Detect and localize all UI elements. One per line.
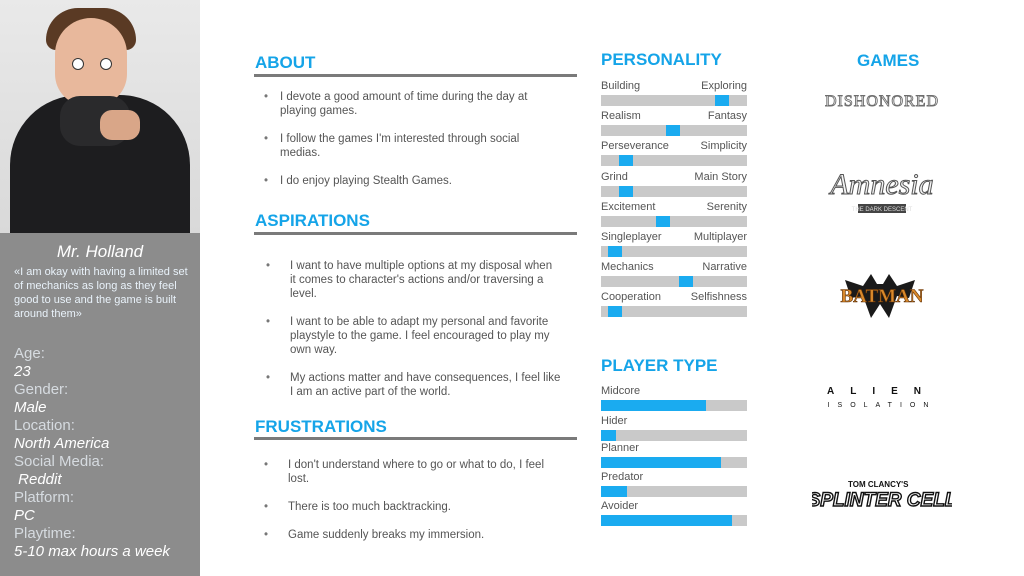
svg-text:BATMAN: BATMAN [840,286,924,307]
about-title: ABOUT [255,53,316,72]
aspirations-divider [254,232,577,235]
photo-hand [100,110,140,140]
slider-knob [715,95,729,106]
slider-track [601,125,747,136]
list-item: • Game suddenly breaks my immersion. [264,529,485,541]
list-item: • There is too much backtracking. [264,501,451,513]
slider-right-label: Main Story [694,170,747,183]
slider-track [601,155,747,166]
slider-knob [679,276,693,287]
svg-text:SPLINTER CELL: SPLINTER CELL [812,490,952,511]
slider-track [601,246,747,257]
list-item: • I do enjoy playing Stealth Games. [264,175,452,187]
player-type-label: Midcore [601,385,641,397]
info-value-location: North America [14,435,110,452]
persona-info [14,345,200,561]
slider-right-label: Narrative [702,261,747,274]
list-item: • I want to have multiple options at my disposal when it comes to character's actions and/or traversing a level. [266,260,553,300]
svg-text:THE DARK DESCENT: THE DARK DESCENT [851,207,913,213]
photo-face [55,18,127,106]
info-label-age: Age: [14,345,45,362]
slider-knob [608,246,622,257]
list-item: • I follow the games I'm interested through social medias. [264,133,520,159]
player-type-fill [601,515,732,526]
info-label-playtime: Playtime: [14,525,76,542]
slider-knob [608,306,622,317]
info-label-platform: Platform: [14,489,75,506]
player-type-label: Avoider [601,500,639,512]
slider-left-label: Perseverance [601,140,669,153]
dishonored-logo [812,88,952,119]
personality-slider [601,110,747,136]
about-list [264,90,549,202]
player-type-fill [601,400,706,411]
personality-slider [601,140,747,166]
player-type-bar [601,385,747,411]
slider-track [601,95,747,106]
player-type-track [601,400,747,411]
list-item: • I devote a good amount of time during the day at playing games. [264,91,528,117]
personality-title: PERSONALITY [601,50,722,69]
aspirations-list [266,259,561,413]
player-type-label: Planner [601,442,639,454]
player-type-label: Predator [601,471,644,483]
personality-slider [601,291,747,317]
batman-logo [812,268,952,331]
slider-knob [619,155,633,166]
player-type-title: PLAYER TYPE [601,356,718,375]
svg-text:Amnesia: Amnesia [830,168,934,201]
slider-left-label: Singleplayer [601,231,662,243]
photo-eye-left [72,58,84,70]
slider-right-label: Multiplayer [693,231,747,243]
slider-right-label: Fantasy [707,110,747,123]
player-type-track [601,486,747,497]
info-label-gender: Gender: [14,381,69,398]
slider-left-label: Excitement [601,200,656,213]
slider-track [601,306,747,317]
svg-text:DISHONORED: DISHONORED [825,93,939,110]
svg-text:ISOLATION: ISOLATION [827,402,937,409]
personality-slider [601,80,747,106]
player-type-bar [601,500,747,526]
list-item: • My actions matter and have consequences, I feel like I am an active part of the world. [266,372,561,398]
player-type-bar [601,442,747,468]
player-type-fill [601,430,616,441]
aspirations-title: ASPIRATIONS [255,211,370,230]
slider-track [601,216,747,227]
games-title: GAMES [857,51,920,70]
slider-knob [619,186,633,197]
slider-track [601,186,747,197]
info-value-age: 23 [14,363,31,380]
frustrations-title: FRUSTRATIONS [255,417,387,436]
frustrations-divider [254,437,577,440]
player-type-bar [601,471,747,497]
svg-text:ALIEN: ALIEN [827,386,937,397]
info-value-gender: Male [14,399,47,416]
player-type-fill [601,457,721,468]
info-value-playtime: 5-10 max hours a week [14,543,170,560]
slider-right-label: Serenity [706,200,747,213]
profile-photo [0,0,200,233]
about-divider [254,74,577,77]
slider-right-label: Exploring [701,80,747,92]
profile-sidebar [0,0,200,576]
list-item: • I don't understand where to go or what to do, I feel lost. [264,459,544,485]
player-type-label: Hider [601,415,628,427]
info-label-social: Social Media: [14,453,105,470]
persona-quote: «I am okay with having a limited set of mechanics as long as they feel good to use and the game is built around them» [14,266,188,320]
info-value-social: Reddit [14,471,62,488]
slider-left-label: Building [601,80,641,92]
slider-left-label: Cooperation [601,291,661,304]
info-label-location: Location: [14,417,75,434]
slider-knob [666,125,680,136]
slider-knob [656,216,670,227]
player-type-track [601,430,747,441]
frustrations-list [264,458,559,556]
persona-name: Mr. Holland [56,242,144,261]
player-type-track [601,515,747,526]
personality-slider [601,201,747,227]
slider-left-label: Mechanics [601,261,654,274]
player-type-fill [601,486,627,497]
photo-eye-right [100,58,112,70]
player-type-track [601,457,747,468]
slider-left-label: Grind [601,170,628,183]
personality-slider [601,231,747,257]
amnesia-logo [812,160,952,225]
info-value-platform: PC [14,507,35,524]
splinter-cell-logo [812,476,952,535]
slider-right-label: Simplicity [700,140,747,153]
player-type-bar [601,415,747,441]
slider-track [601,276,747,287]
list-item: • I want to be able to adapt my personal and favorite playstyle to the game. I feel encouraged to play my own way. [266,316,550,356]
svg-text:TOM CLANCY'S: TOM CLANCY'S [848,480,909,489]
personality-slider [601,261,747,287]
personality-slider [601,171,747,197]
alien-isolation-logo [812,385,952,416]
slider-left-label: Realism [601,110,641,123]
slider-right-label: Selfishness [690,291,747,304]
